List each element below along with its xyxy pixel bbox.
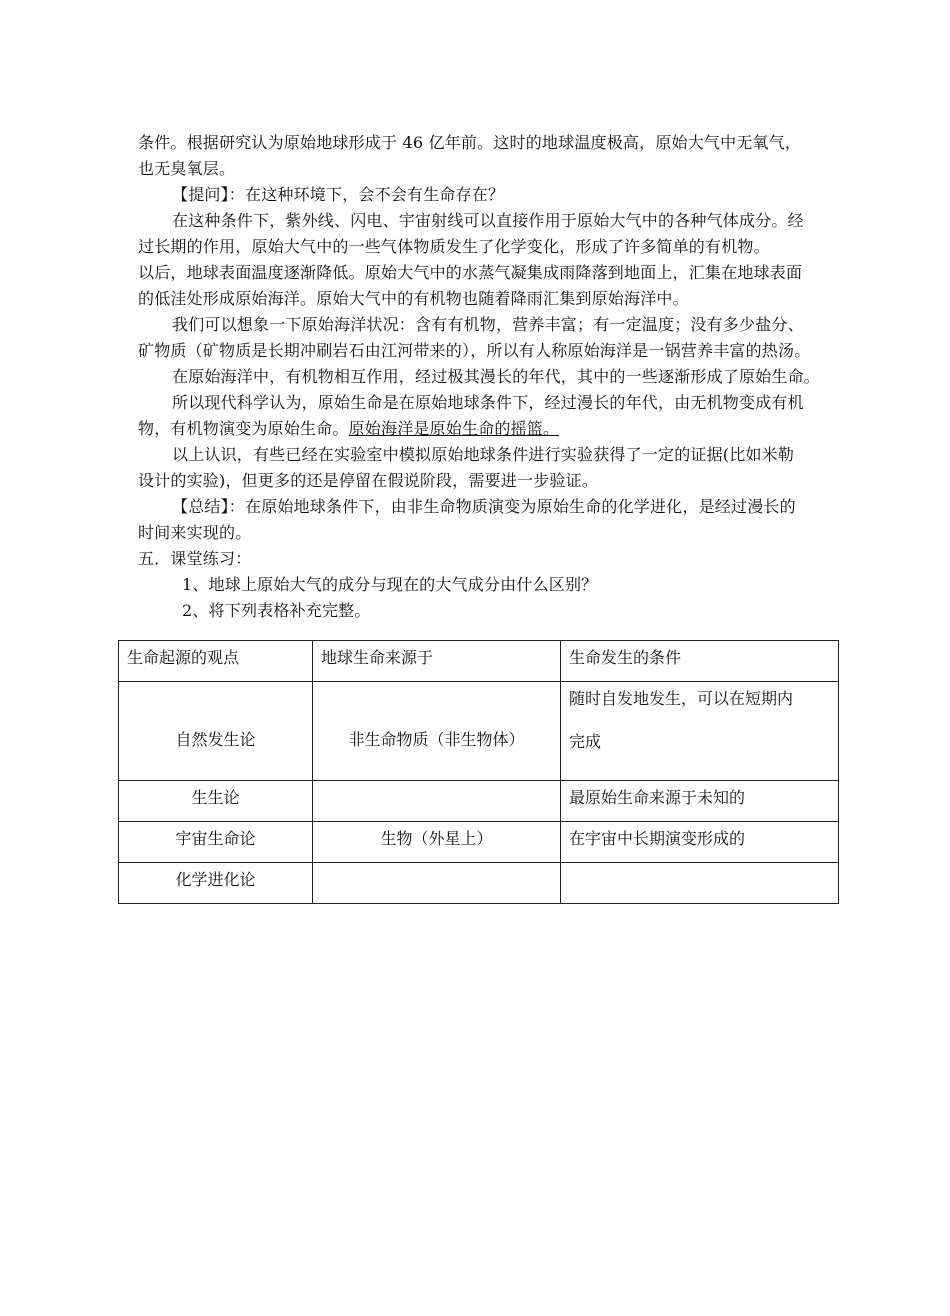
paragraph-line: 条件。根据研究认为原始地球形成于 46 亿年前。这时的地球温度极高，原始大气中无氧气， — [138, 133, 802, 152]
paragraph-line: 过长期的作用，原始大气中的一些气体物质发生了化学变化，形成了许多简单的有机物。 — [138, 237, 770, 256]
underlined-conclusion: 原始海洋是原始生命的摇篮。 — [348, 419, 560, 438]
header-cell: 生命发生的条件 — [561, 641, 839, 682]
comparison-table — [118, 640, 839, 904]
exercise-item: 2、将下列表格补充完整。 — [182, 601, 371, 620]
table-row — [119, 781, 839, 822]
condition-cell: 最原始生命来源于未知的 — [561, 781, 839, 822]
question-line: 【提问】：在这种环境下，会不会有生命存在？ — [172, 185, 505, 204]
paragraph-line: 所以现代科学认为，原始生命是在原始地球条件下，经过漫长的年代，由无机物变成有机 — [172, 393, 804, 412]
condition-cell[interactable] — [561, 863, 839, 904]
paragraph-line — [138, 416, 878, 442]
condition-cell: 在宇宙中长期演变形成的 — [561, 822, 839, 863]
paragraph-line: 我们可以想象一下原始海洋状况：含有有机物，营养丰富；有一定温度；没有多少盐分、 — [172, 315, 804, 334]
paragraph-line: 也无臭氧层。 — [138, 159, 236, 178]
header-cell: 生命起源的观点 — [119, 641, 313, 682]
exercise-item: 1、地球上原始大气的成分与现在的大气成分由什么区别？ — [182, 575, 598, 594]
table-row — [119, 863, 839, 904]
source-cell[interactable] — [313, 781, 561, 822]
condition-cell — [561, 682, 839, 781]
paragraph-line: 时间来实现的。 — [138, 523, 252, 542]
paragraph-line: 在原始海洋中，有机物相互作用，经过极其漫长的年代，其中的一些逐渐形成了原始生命。 — [172, 367, 821, 386]
condition-text: 完成 — [569, 732, 602, 751]
table-header-row — [119, 641, 839, 682]
paragraph-line: 矿物质（矿物质是长期冲刷岩石由江河带来的），所以有人称原始海洋是一锅营养丰富的热汤。 — [138, 341, 811, 360]
paragraph-line: 以上认识，有些已经在实验室中模拟原始地球条件进行实验获得了一定的证据(比如米勒 — [172, 445, 795, 464]
condition-text: 随时自发地发生，可以在短期内 — [569, 689, 794, 708]
header-cell: 地球生命来源于 — [313, 641, 561, 682]
paragraph-line: 在这种条件下，紫外线、闪电、宇宙射线可以直接作用于原始大气中的各种气体成分。经 — [172, 211, 804, 230]
paragraph-line: 设计的实验)，但更多的还是停留在假说阶段，需要进一步验证。 — [138, 471, 599, 490]
view-cell: 自然发生论 — [119, 682, 313, 781]
body-text — [138, 130, 878, 624]
table-row — [119, 682, 839, 781]
origin-of-life-table — [118, 640, 838, 904]
paragraph-text: 物，有机物演变为原始生命。 — [138, 419, 349, 438]
source-cell[interactable] — [313, 863, 561, 904]
section-heading: 五．课堂练习： — [138, 549, 252, 568]
view-cell: 生生论 — [119, 781, 313, 822]
table-row — [119, 822, 839, 863]
view-cell: 宇宙生命论 — [119, 822, 313, 863]
paragraph-line: 的低洼处形成原始海洋。原始大气中的有机物也随着降雨汇集到原始海洋中。 — [138, 289, 689, 308]
source-cell: 非生命物质（非生物体） — [313, 682, 561, 781]
source-cell: 生物（外星上） — [313, 822, 561, 863]
view-cell: 化学进化论 — [119, 863, 313, 904]
summary-line: 【总结】：在原始地球条件下，由非生命物质演变为原始生命的化学进化，是经过漫长的 — [172, 497, 796, 516]
paragraph-line: 以后，地球表面温度逐渐降低。原始大气中的水蒸气凝集成雨降落到地面上，汇集在地球表面 — [138, 263, 803, 282]
